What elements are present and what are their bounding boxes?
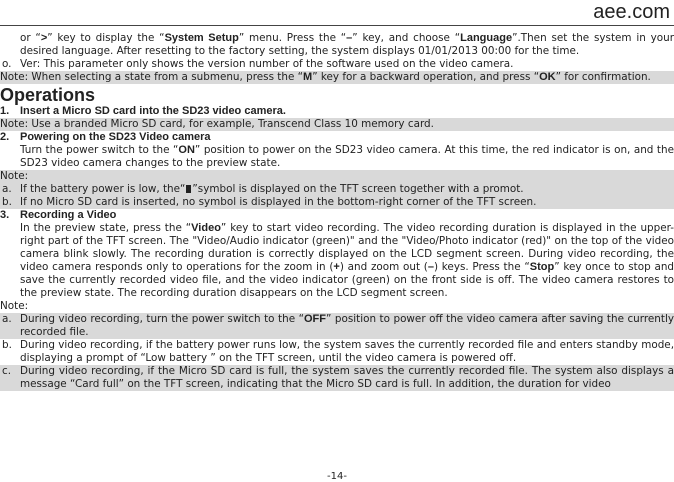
- section-number: 3.: [0, 209, 10, 221]
- key-name: –: [427, 261, 434, 273]
- menu-name: Language: [460, 32, 513, 44]
- text-run: In the preview state, press the “: [20, 222, 192, 234]
- text-run: ” key once to stop and save the currently recorded video file, and the video indicator (green) on the front side is off. The video camera restores to the preview state. The recording duration disappears on the LCD segment screen.: [20, 261, 674, 299]
- note-label: Note:: [0, 300, 29, 312]
- text-run: ) and zoom out (: [339, 261, 428, 273]
- note-label: Note:: [0, 170, 674, 183]
- page-number: -14-: [327, 471, 347, 482]
- brand-logo-text: aee.com: [593, 1, 670, 23]
- system-setup-paragraph: [0, 32, 674, 58]
- item-text: During video recording, if the battery power runs low, the system saves the currently recorded file and enters standby mode, displaying a prompt of “Low battery ” on the TFT screen, until the video camera is powered off.: [20, 339, 674, 364]
- switch-position: OFF: [303, 313, 326, 325]
- list-marker: b.: [2, 196, 12, 208]
- operations-heading: Operations: [0, 85, 96, 105]
- item-text: Ver: This parameter only shows the version number of the software used on the video camera.: [20, 58, 514, 70]
- header-divider: [0, 25, 674, 26]
- section-number: 2.: [0, 131, 10, 143]
- menu-name: System Setup: [164, 32, 239, 44]
- list-marker: a.: [2, 183, 12, 195]
- key-name: Video: [191, 222, 221, 234]
- section-1-heading: [0, 105, 674, 118]
- list-marker: o.: [2, 58, 12, 70]
- section-number: 1.: [0, 105, 10, 117]
- section-title: Insert a Micro SD card into the SD23 video camera.: [20, 105, 286, 117]
- text-run: ” position to power on the SD23 video camera. At this time, the red indicator is on, and the SD23 video camera changes to the preview state.: [20, 144, 674, 169]
- text-run: ” key to display the “: [47, 32, 165, 44]
- section-title: Powering on the SD23 Video camera: [20, 131, 211, 143]
- version-item: [0, 58, 674, 71]
- text-run: or “: [20, 32, 41, 44]
- list-marker: b.: [2, 339, 12, 351]
- item-text: During video recording, if the Micro SD card is full, the system saves the currently recorded file. The system also displays a message “Card full” on the TFT screen, indicating that the Micro SD card is full. In addition, the duration for video: [20, 365, 674, 390]
- low-battery-icon: [186, 185, 191, 193]
- section-3-heading: [0, 209, 674, 222]
- section-title: Recording a Video: [20, 209, 117, 221]
- recording-paragraph: [0, 222, 674, 300]
- text-run: During video recording, turn the power switch to the “: [20, 313, 304, 325]
- text-run: ” for confirmation.: [555, 71, 651, 83]
- key-name: Stop: [529, 261, 555, 273]
- key-name: –: [346, 32, 353, 44]
- text-run: ” position to power off the video camera after saving the currently recorded file.: [20, 313, 674, 338]
- submenu-note: [0, 71, 674, 84]
- text-run: ”.Then set the system in your desired language. After resetting to the factory setting, the system displays 01/01/2013 00:00 for the time.: [20, 32, 674, 57]
- text-run: ”symbol is displayed on the TFT screen together with a promot.: [192, 183, 524, 195]
- text-run: ) keys. Press the “: [433, 261, 530, 273]
- power-on-paragraph: [0, 144, 674, 170]
- list-marker: a.: [2, 313, 12, 325]
- note-item-b: [0, 339, 674, 365]
- text-run: ” menu. Press the “: [238, 32, 347, 44]
- note-item-a: [0, 313, 674, 339]
- sd-card-note: Note: Use a branded Micro SD card, for example, Transcend Class 10 memory card.: [0, 118, 674, 131]
- key-name: M: [303, 71, 313, 83]
- section-2-heading: [0, 131, 674, 144]
- text-run: Note: When selecting a state from a submenu, press the “: [0, 71, 304, 83]
- key-name: >: [40, 32, 48, 44]
- note-item-b: [0, 196, 674, 209]
- text-run: ” key for a backward operation, and press “: [312, 71, 540, 83]
- list-marker: c.: [2, 365, 12, 377]
- note-item-c: [0, 365, 674, 391]
- key-name: +: [333, 261, 340, 273]
- key-name: OK: [539, 71, 556, 83]
- switch-position: ON: [178, 144, 195, 156]
- text-run: ” key to start video recording. The video recording duration is displayed in the upper-right part of the TFT screen. The "Video/Audio indicator (green)" and the "Video/Photo indicator (red)" on the top of the video camera blink slowly. The recording duration is correctly displayed on the LCD segment screen. During video recording, the video camera responds only to operations for the zoom in (: [20, 222, 674, 273]
- manual-content: [0, 32, 674, 391]
- item-text: If no Micro SD card is inserted, no symbol is displayed in the bottom-right corner of the TFT screen.: [20, 196, 537, 208]
- text-run: Turn the power switch to the “: [20, 144, 179, 156]
- note-item-a: [0, 183, 674, 196]
- text-run: ” key, and choose “: [352, 32, 461, 44]
- text-run: If the battery power is low, the“: [20, 183, 186, 195]
